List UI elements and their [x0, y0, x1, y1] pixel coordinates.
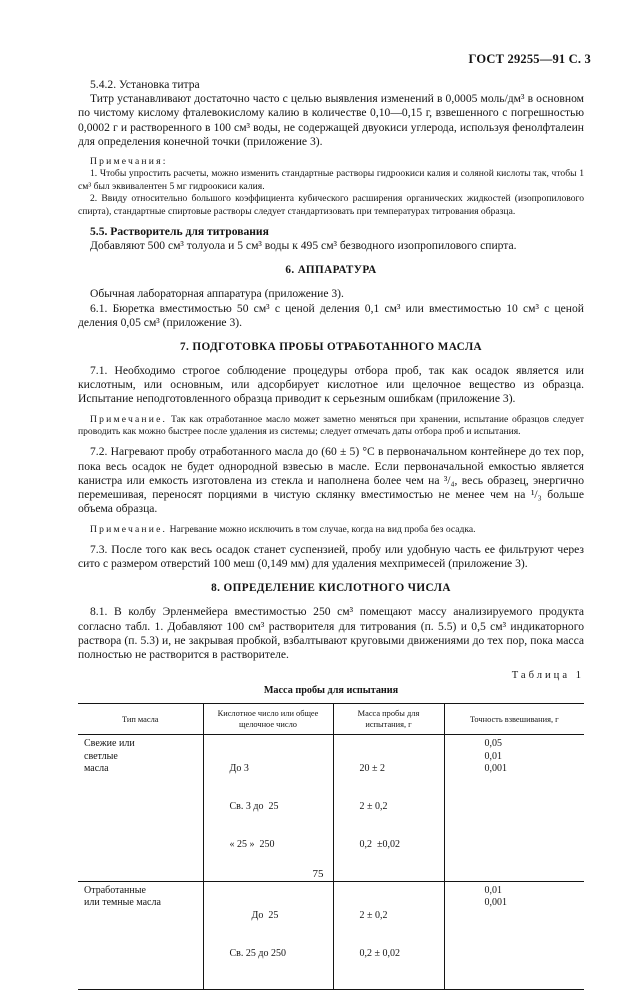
cell-line: 0,2 ± 0,02	[359, 947, 400, 959]
page-content	[78, 78, 584, 990]
paragraph-6-intro: Обычная лабораторная аппаратура (приложение 3).	[90, 287, 344, 301]
note-item-1: 1. Чтобы упростить расчеты, можно изменить стандартные растворы гидроокиси калия и соляной кислоты так, чтобы 1 см³ был эквивалентен 5 мг гидроокиси калия.	[78, 168, 584, 192]
note-item-2: 2. Ввиду относительно большого коэффициента кубического расширения органических жидкостей (изопропилового спирта), стандартные спиртовые растворы следует стандартизовать при температурах титрования образца.	[78, 193, 584, 217]
page-number: 75	[312, 868, 324, 880]
subsection-heading-5-4-2: 5.4.2. Установка титра	[90, 78, 200, 91]
cell-line: 0,001	[484, 897, 507, 909]
column-header-accuracy: Точность взвешивания, г	[444, 704, 584, 735]
paragraph-8-1: 8.1. В колбу Эрленмейера вместимостью 250 см³ помещают массу анализируемого продукта согласно табл. 1. Добавляют 100 см³ растворителя для титрования (п. 5.5) и 0,5 см³ индикаторного раствора (п. 5.3) и, не закрывая пробкой, взбалтывают круговыми движениями до тех пор, пока масса полностью не растворится в растворителе.	[78, 605, 584, 661]
column-header-oil-type: Тип масла	[78, 704, 203, 735]
table-row	[78, 735, 584, 882]
section-heading-8: 8. ОПРЕДЕЛЕНИЕ КИСЛОТНОГО ЧИСЛА	[211, 582, 451, 595]
cell-sample-mass	[333, 735, 444, 882]
table-header-row	[78, 704, 584, 735]
cell-accuracy	[444, 735, 584, 882]
cell-line: До 3	[229, 763, 249, 775]
note-7-2	[78, 524, 584, 536]
cell-line: или темные масла	[84, 897, 161, 909]
cell-acid-number	[203, 881, 333, 990]
paragraph-6-1: 6.1. Бюретка вместимостью 50 см³ с ценой деления 0,1 см³ или вместимостью 10 см³ с ценой деления 0,05 см³ (приложение 3).	[78, 301, 584, 329]
cell-oil-type	[78, 881, 203, 990]
cell-sample-mass	[333, 881, 444, 990]
note-7-1-label: Примечание.	[90, 413, 168, 425]
cell-line: Св. 3 до 25	[229, 801, 279, 813]
cell-line: 2 ± 0,2	[359, 909, 388, 921]
cell-line: светлые	[84, 750, 118, 762]
cell-line: Отработанные	[84, 884, 146, 896]
table-row	[78, 881, 584, 990]
sample-mass-table	[78, 703, 584, 990]
note-7-1	[78, 414, 584, 439]
cell-line: 2 ± 0,2	[359, 801, 388, 813]
cell-acid-number	[203, 735, 333, 882]
column-header-sample-mass: Масса пробы для испытания, г	[333, 704, 444, 735]
table-caption: Масса пробы для испытания	[263, 685, 399, 697]
cell-line: До 25	[251, 909, 279, 921]
paragraph-5-4-2: Титр устанавливают достаточно часто с целью выявления изменений в 0,0005 моль/дм³ в основном по чистому кислому фталевокислому калию в количестве 0,10—0,15 г, взвешенного с погрешностью 0,0002 г и растворенного в 100 см³ воды, не содержащей двуокиси углерода, используя фенолфталеин для определения конечной точки (приложение 3).	[78, 92, 584, 148]
paragraph-7-3: 7.3. После того как весь осадок станет суспензией, пробу или удобную часть ее фильтруют через сито с размером отверстий 100 меш (0,149 мм) для удаления мехпримесей (приложение 3).	[78, 542, 584, 571]
cell-line: масла	[84, 763, 109, 775]
paragraph-7-1: 7.1. Необходимо строгое соблюдение процедуры отбора проб, так как осадок является или кислотным, или основным, или адсорбирует кислотное или щелочное вещество из образца. Испытание неподготовленного образца приводит к серьезным ошибкам (приложение 3).	[78, 364, 584, 406]
section-heading-6: 6. АППАРАТУРА	[285, 264, 377, 277]
table-label: Таблица 1	[511, 670, 584, 682]
note-7-2-label: Примечание.	[90, 523, 168, 535]
cell-line: 0,2 ±0,02	[359, 838, 400, 850]
note-7-2-text: Нагревание можно исключить в том случае, когда на вид проба без осадка.	[169, 523, 476, 535]
cell-line: Свежие или	[84, 738, 135, 750]
note-7-1-text: Так как отработанное масло может заметно меняться при хранении, испытание образцов следует проводить как можно быстрее после удаления из системы; следует отмечать даты отбора проб и испытания.	[78, 413, 584, 438]
section-heading-7: 7. ПОДГОТОВКА ПРОБЫ ОТРАБОТАННОГО МАСЛА	[179, 341, 483, 354]
cell-line: 20 ± 2	[359, 763, 385, 775]
cell-line: 0,01	[484, 750, 502, 762]
subsection-heading-5-5: 5.5. Растворитель для титрования	[90, 225, 269, 239]
cell-oil-type	[78, 735, 203, 882]
cell-line: 0,001	[484, 763, 507, 775]
column-header-acid-number: Кислотное число или общее щелочное число	[203, 704, 333, 735]
cell-line: « 25 » 250	[229, 838, 275, 850]
cell-accuracy	[444, 881, 584, 990]
running-header: ГОСТ 29255—91 С. 3	[468, 52, 591, 66]
cell-line: 0,05	[484, 738, 502, 750]
cell-line: 0,01	[484, 884, 502, 896]
paragraph-5-5: Добавляют 500 см³ толуола и 5 см³ воды к 495 см³ безводного изопропилового спирта.	[90, 239, 517, 253]
paragraph-7-2: 7.2. Нагревают пробу отработанного масла до (60 ± 5) °С в первоначальном контейнере до тех пор, пока весь осадок не будет однородной взвесью в масле. Если первоначальной емкостью является канистра или емкость изготовлена из стекла и наполнена более чем на ³/₄, весь образец, энергично перемешивая, переносят порциями в чистую склянку вместимостью не менее чем на ¹/₃ больше объема образца.	[78, 445, 584, 516]
cell-line: Св. 25 до 250	[229, 947, 286, 959]
notes-label: Примечания:	[90, 156, 168, 168]
